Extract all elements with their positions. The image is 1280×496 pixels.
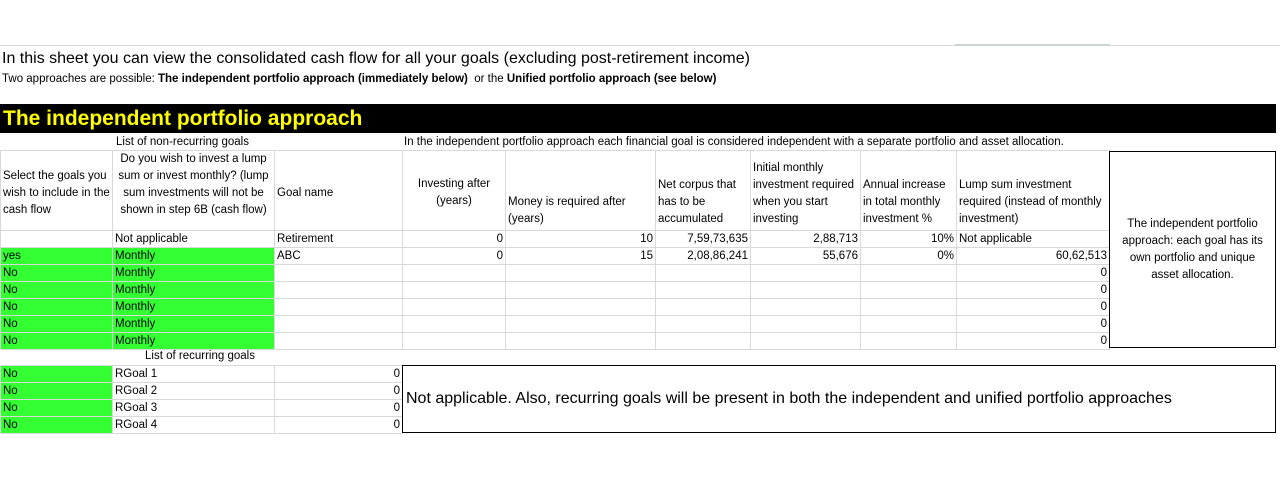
corpus-cell[interactable] xyxy=(656,265,751,282)
table-row xyxy=(1,282,1110,299)
header-money-required: Money is required after (years) xyxy=(506,151,656,231)
recurring-caption: List of recurring goals xyxy=(145,350,255,362)
investing-after-cell[interactable] xyxy=(403,282,506,299)
monthly-cell[interactable] xyxy=(751,299,861,316)
required-after-cell[interactable]: 10 xyxy=(506,231,656,248)
increase-cell[interactable]: 10% xyxy=(861,231,957,248)
header-net-corpus: Net corpus that has to be accumulated xyxy=(656,151,751,231)
recurring-goal-cell[interactable]: RGoal 3 xyxy=(113,400,275,417)
intro-line-2 xyxy=(2,73,716,85)
recurring-goals-table xyxy=(0,365,403,434)
monthly-cell[interactable] xyxy=(751,316,861,333)
recurring-row xyxy=(1,400,403,417)
corpus-cell[interactable] xyxy=(656,282,751,299)
goal-name-cell[interactable] xyxy=(275,265,403,282)
recurring-value-cell[interactable]: 0 xyxy=(275,400,403,417)
table-row xyxy=(1,299,1110,316)
intro-line-2-prefix: Two approaches are possible: xyxy=(2,73,158,85)
non-recurring-caption: List of non-recurring goals xyxy=(116,136,249,148)
recurring-value-cell[interactable]: 0 xyxy=(275,366,403,383)
goal-name-cell[interactable]: Retirement xyxy=(275,231,403,248)
goal-name-cell[interactable] xyxy=(275,316,403,333)
header-select: Select the goals you wish to include in the cash flow xyxy=(1,151,113,231)
invest-mode-cell[interactable]: Monthly xyxy=(113,333,275,350)
recurring-goal-cell[interactable]: RGoal 1 xyxy=(113,366,275,383)
investing-after-cell[interactable] xyxy=(403,316,506,333)
approach-description: In the independent portfolio approach each financial goal is considered independent with a separate portfolio and asset allocation. xyxy=(404,136,1064,148)
invest-mode-cell[interactable]: Monthly xyxy=(113,299,275,316)
select-cell[interactable]: No xyxy=(1,316,113,333)
select-cell[interactable]: yes xyxy=(1,248,113,265)
select-cell[interactable]: No xyxy=(1,265,113,282)
recurring-select-cell[interactable]: No xyxy=(1,417,113,434)
lump-cell[interactable]: 0 xyxy=(957,265,1110,282)
top-divider-accent xyxy=(955,44,1110,46)
required-after-cell[interactable] xyxy=(506,282,656,299)
monthly-cell[interactable] xyxy=(751,333,861,350)
recurring-select-cell[interactable]: No xyxy=(1,400,113,417)
increase-cell[interactable] xyxy=(861,316,957,333)
table-row xyxy=(1,248,1110,265)
recurring-row xyxy=(1,366,403,383)
investing-after-cell[interactable] xyxy=(403,333,506,350)
invest-mode-cell[interactable]: Not applicable xyxy=(113,231,275,248)
header-goal-name: Goal name xyxy=(275,151,403,231)
monthly-cell[interactable]: 2,88,713 xyxy=(751,231,861,248)
goal-name-cell[interactable] xyxy=(275,282,403,299)
invest-mode-cell[interactable]: Monthly xyxy=(113,248,275,265)
intro-line-2-bold-2: Unified portfolio approach (see below) xyxy=(506,73,717,85)
goal-name-cell[interactable] xyxy=(275,333,403,350)
monthly-cell[interactable] xyxy=(751,282,861,299)
section-title: The independent portfolio approach xyxy=(3,107,363,130)
lump-cell[interactable]: Not applicable xyxy=(957,231,1110,248)
recurring-value-cell[interactable]: 0 xyxy=(275,383,403,400)
header-initial-monthly: Initial monthly investment required when you start investing xyxy=(751,151,861,231)
corpus-cell[interactable] xyxy=(656,333,751,350)
increase-cell[interactable]: 0% xyxy=(861,248,957,265)
table-row xyxy=(1,316,1110,333)
required-after-cell[interactable] xyxy=(506,299,656,316)
corpus-cell[interactable] xyxy=(656,316,751,333)
lump-cell[interactable]: 0 xyxy=(957,316,1110,333)
goal-name-cell[interactable]: ABC xyxy=(275,248,403,265)
lump-cell[interactable]: 0 xyxy=(957,333,1110,350)
investing-after-cell[interactable] xyxy=(403,299,506,316)
recurring-select-cell[interactable]: No xyxy=(1,383,113,400)
corpus-cell[interactable]: 7,59,73,635 xyxy=(656,231,751,248)
corpus-cell[interactable]: 2,08,86,241 xyxy=(656,248,751,265)
header-lump-sum: Lump sum investment required (instead of monthly investment) xyxy=(957,151,1110,231)
recurring-note: Not applicable. Also, recurring goals will be present in both the independent and unified portfolio approaches xyxy=(402,365,1276,433)
lump-cell[interactable]: 0 xyxy=(957,282,1110,299)
select-cell[interactable]: No xyxy=(1,282,113,299)
header-investing-after: Investing after (years) xyxy=(403,151,506,231)
select-cell[interactable] xyxy=(1,231,113,248)
required-after-cell[interactable] xyxy=(506,333,656,350)
intro-line-1: In this sheet you can view the consolidated cash flow for all your goals (excluding post-retirement income) xyxy=(2,50,750,67)
recurring-select-cell[interactable]: No xyxy=(1,366,113,383)
invest-mode-cell[interactable]: Monthly xyxy=(113,316,275,333)
increase-cell[interactable] xyxy=(861,282,957,299)
header-annual-increase: Annual increase in total monthly investment % xyxy=(861,151,957,231)
table-row xyxy=(1,265,1110,282)
goal-name-cell[interactable] xyxy=(275,299,403,316)
recurring-row xyxy=(1,383,403,400)
table-row xyxy=(1,231,1110,248)
monthly-cell[interactable] xyxy=(751,265,861,282)
table-header-row xyxy=(1,151,1110,231)
invest-mode-cell[interactable]: Monthly xyxy=(113,282,275,299)
intro-line-2-mid: or the xyxy=(467,73,507,85)
header-invest-mode: Do you wish to invest a lump sum or invest monthly? (lump sum investments will not be shown in step 6B (cash flow) xyxy=(113,151,275,231)
invest-mode-cell[interactable]: Monthly xyxy=(113,265,275,282)
approach-sidebox: The independent portfolio approach: each goal has its own portfolio and unique asset allocation. xyxy=(1109,151,1276,348)
investing-after-cell[interactable] xyxy=(403,265,506,282)
goals-table xyxy=(0,150,1110,350)
corpus-cell[interactable] xyxy=(656,299,751,316)
investing-after-cell[interactable]: 0 xyxy=(403,231,506,248)
table-row xyxy=(1,333,1110,350)
select-cell[interactable]: No xyxy=(1,299,113,316)
increase-cell[interactable] xyxy=(861,265,957,282)
recurring-row xyxy=(1,417,403,434)
required-after-cell[interactable]: 15 xyxy=(506,248,656,265)
recurring-value-cell[interactable]: 0 xyxy=(275,417,403,434)
recurring-goal-cell[interactable]: RGoal 2 xyxy=(113,383,275,400)
recurring-goal-cell[interactable]: RGoal 4 xyxy=(113,417,275,434)
monthly-cell[interactable]: 55,676 xyxy=(751,248,861,265)
select-cell[interactable]: No xyxy=(1,333,113,350)
increase-cell[interactable] xyxy=(861,333,957,350)
increase-cell[interactable] xyxy=(861,299,957,316)
required-after-cell[interactable] xyxy=(506,316,656,333)
intro-line-2-bold-1: The independent portfolio approach (immediately below) xyxy=(157,73,468,85)
required-after-cell[interactable] xyxy=(506,265,656,282)
lump-cell[interactable]: 0 xyxy=(957,299,1110,316)
lump-cell[interactable]: 60,62,513 xyxy=(957,248,1110,265)
investing-after-cell[interactable]: 0 xyxy=(403,248,506,265)
